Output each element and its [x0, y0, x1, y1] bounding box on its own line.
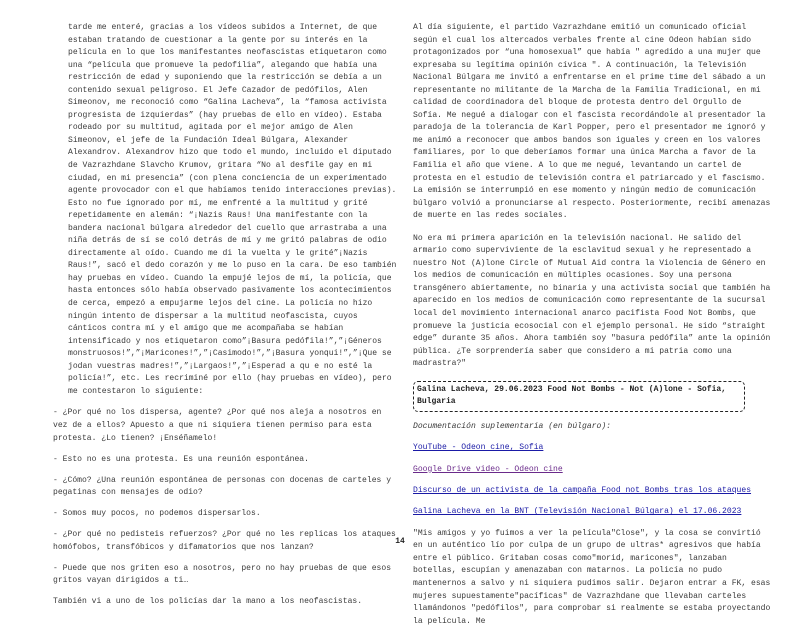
link-youtube-odeon[interactable]: YouTube - Odeon cine, Sofia	[413, 443, 544, 453]
dialogue-line: - Esto no es una protesta. Es una reunión espontánea.	[53, 454, 309, 464]
dialogue-line: - ¿Por qué no pedisteis refuerzos? ¿Por qué no les replicas los ataques homófobos, transfóbicos y difamatorios que nos lanzan?	[53, 530, 396, 552]
supplementary-docs-label: Documentación suplementaria (en búlgaro):	[413, 421, 611, 431]
quoted-account: tarde me enteré, gracias a los vídeos subidos a Internet, de que estaban tratando de cuestionar a la gente por su interés en la película en lo que los manifestantes neofascistas etiquetaron como una “película que promueve la pedofilia”, alegando que había una restricción de edad y suponiendo que la restricción se debía a un contenido sexual peligroso. El Jefe Cazador de pedófilos, Alen Simeonov, me reconoció como “Galina Lacheva”, la “famosa activista progresista de izquierdas” (hay pruebas de ello en vídeo). Estaba rodeado por su multitud, agitada por el mejor amigo de Alen Simeonov, el jefe de la Fundación Ideal Búlgara, Alexander Alexandrov. Alexandrov hizo que todo el mundo, incluido el diputado de Vazrazhdane Slavcho Krumov, gritara “No al desfile gay en mi ciudad, en mi presencia” (con plena conciencia de un experimentado agente provocador con el que habíamos tenido interacciones previas). Esto no fue ignorado por mí, me enfrenté a la multitud y grité repetidamente en alemán: “¡Nazis Raus! Una manifestante con la bandera nacional búlgara alrededor del cuello que arrastraba a una niña detrás de sí se coló detrás de mí y me gritó palabras de odio directamente al oído. Cuando me di la vuelta y le grité”¡Nazis Raus!”, sacó el dedo corazón y me lo puso en la cara. De eso también hay pruebas en vídeo. Cuando la empujé lejos de mí, la policía, que hasta entonces sólo había observado pasivamente los acontecimientos de cerca, empezó a empujarme lejos del cine. La policía no hizo ningún intento de dispersar a la multitud neofascista, cuyos cánticos contra mí y el amigo que me acompañaba se habían intensificado y nos etiquetaron como”¡Basura pedófila!”,”¡Géneros monstruosos!”,”¡Maricones!”,”¡Casimodo!”,”¡Basura yonqui!”,”¡Que se jodan vuestras madres!”,”¡Largaos!”,”¡Esperad a qu e no esté la policía!”, etc. Les recriminé por ello (hay pruebas en vídeo), pero me contestaron lo siguiente:	[68, 23, 397, 396]
paragraph-close-screening: "Mis amigos y yo fuimos a ver la película"Close", y la cosa se convirtió en un auténtico lío por culpa de un grupo de ultras* agresivos que había entre el público. Gritaban cosas como"morid, maricones", lanzaban botellas, escupían y amenazaban con matarnos. La policía no pudo mantenernos a salvo y ni siquiera pudimos salir. Dejaron entrar a FK, esas mujeres supuestamente"pacíficas" de Vazrazhdane que llevaban carteles llamándonos "pedófilos", para comprobar si realmente se estaba proyectando la película. Me	[413, 528, 771, 626]
dialogue-line: - Puede que nos griten eso a nosotros, pero no hay pruebas de que esos gritos vayan dirigidos a ti…	[53, 563, 392, 586]
page-number: 14	[395, 537, 405, 546]
dialogue-line: - Somos muy pocos, no podemos dispersarlos.	[53, 509, 261, 519]
closing-paragraph: También vi a uno de los policías dar la mano a los neofascistas.	[53, 597, 363, 607]
link-bnt-interview[interactable]: Galina Lacheva en la BNT (Televisión Nacional Búlgara) el 17.06.2023	[413, 507, 742, 517]
link-food-not-bombs-speech[interactable]: Discurso de un activista de la campaña Food not Bombs tras los ataques	[413, 486, 752, 496]
paragraph-tv-appearance: No era mi primera aparición en la televisión nacional. He salido del armario como superviviente de la esclavitud sexual y he representado a nuestro Not (A)lone Circle of Mutual Aid contra la Violencia de Género en los medios de comunicación en múltiples ocasiones. Soy una persona transgénero abiertamente, no binaria y una activista social que también ha aparecido en los medios de comunicación como representante de la sucursal local del movimiento internacional anarco pacifista Food Not Bombs, que promueve la justicia ecosocial con el ejemplo personal. He sido “straight edge” durante 35 años. Ahora también soy "basura pedófila” ante la opinión pública. ¿Te sorprendería saber que considero a mi patria como una madrastra?"	[413, 233, 771, 369]
signature-box	[413, 381, 745, 412]
dialogue-line: - ¿Cómo? ¿Una reunión espontánea de personas con docenas de carteles y pegatinas con mensajes de odio?	[53, 475, 392, 498]
link-google-drive-odeon[interactable]: Google Drive video - Odeon cine	[413, 464, 563, 474]
signature-text: Galina Lacheva, 29.06.2023 Food Not Bombs - Not (A)lone - Sofia, Bulgaria	[417, 384, 727, 407]
left-column	[53, 22, 398, 617]
dialogue-line: - ¿Por qué no los dispersa, agente? ¿Por qué nos aleja a nosotros en vez de a ellos? Apuesto a que ni siquiera tienen permiso para esta protesta. ¿Lo tienen? ¡Enséñamelo!	[53, 408, 382, 443]
paragraph-vazrazhdane-statement: Al día siguiente, el partido Vazrazhdane emitió un comunicado oficial según el cual los altercados verbales frente al cine Odeon habían sido protagonizados por “una homosexual” que había " agredido a una mujer que expresaba su legítima opinión cívica ". A continuación, la Televisión Nacional Búlgara me invitó a enfrentarse en el prime time del sábado a un representante no militante de la Marcha de la Familia Tradicional, en mi calidad de coordinadora del bloque de protesta dentro del Orgullo de Sofía. Me negué a dialogar con el fascista recordándole al presentador la paradoja de la tolerancia de Karl Popper, pero el presentador me ignoró y me animó a reconocer que ambos bandos son iguales y creen en los valores familiares, por lo que deberíamos formar una única Marcha a favor de la Familia el año que viene. A lo que me negué, levantando un cartel de protesta en el estudio de televisión contra el patriarcado y el fascismo. La emisión se interrumpió en ese momento y ningún medio de comunicación búlgaro volvió a pronunciarse al respecto. Posteriormente, recibí amenazas de muerte en las redes sociales.	[413, 23, 771, 221]
